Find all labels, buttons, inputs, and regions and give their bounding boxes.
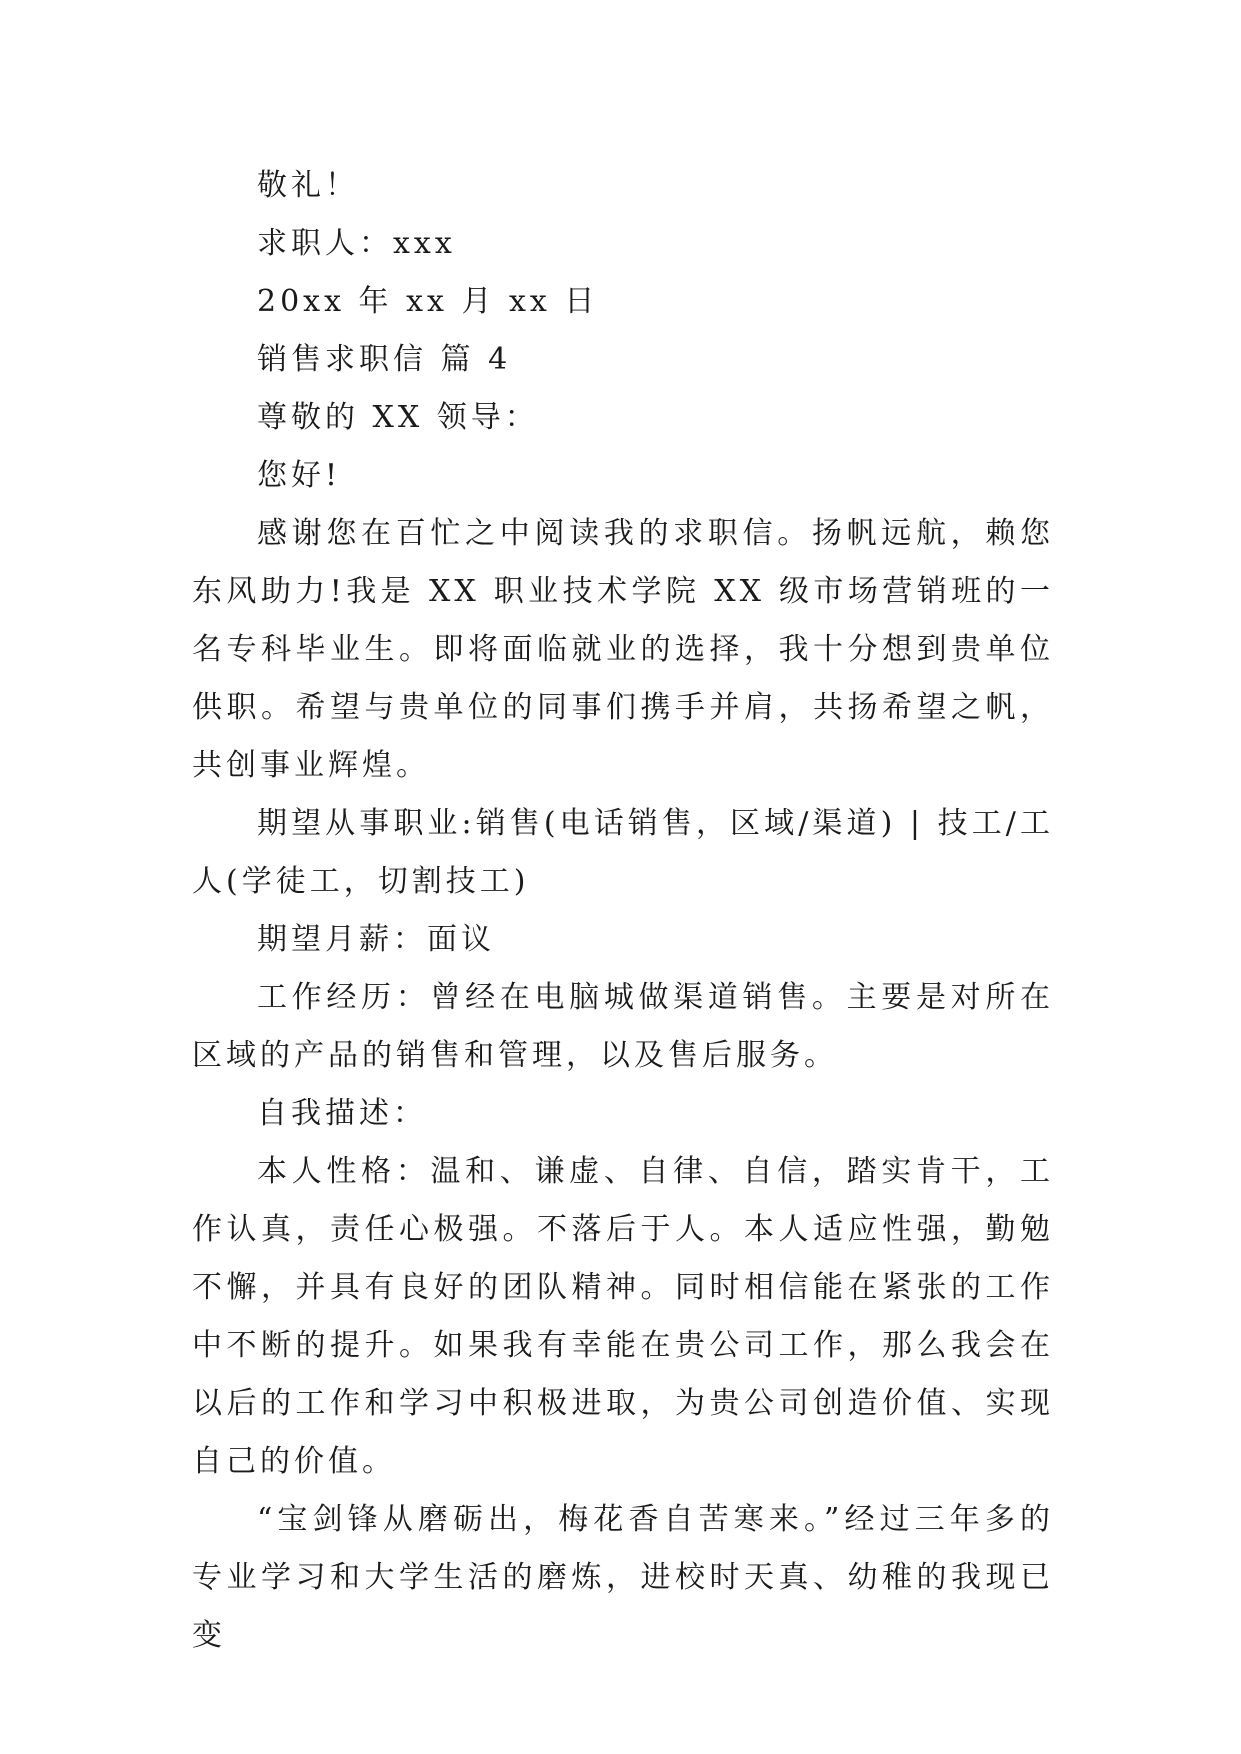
paragraph-experience: 工作经历：曾经在电脑城做渠道销售。主要是对所在区域的产品的销售和管理，以及售后服务。 [192, 980, 1054, 1073]
paragraph-salary: 期望月薪：面议 [257, 922, 495, 957]
applicant-line: 求职人：xxx [257, 226, 456, 261]
paragraph-personality: 本人性格：温和、谦虚、自律、自信，踏实肯干，工作认真，责任心极强。不落后于人。本人适应性强，勤勉不懈，并具有良好的团队精神。同时相信能在紧张的工作中不断的提升。如果我有幸能在贵公司工作，那么我会在以后的工作和学习中积极进取，为贵公司创造价值、实现自己的价值。 [192, 1154, 1054, 1479]
paragraph-self-description-heading: 自我描述： [257, 1096, 427, 1131]
paragraph-desired-job: 期望从事职业:销售(电话销售，区域/渠道) | 技工/工人(学徒工，切割技工) [192, 806, 1054, 899]
paragraph-closing-quote: “宝剑锋从磨砺出，梅花香自苦寒来。”经过三年多的专业学习和大学生活的磨炼，进校时天真、幼稚的我现已变 [192, 1502, 1054, 1653]
closing-line: 敬礼！ [257, 168, 359, 203]
letter-body [192, 157, 1054, 1665]
section-title: 销售求职信 篇 4 [257, 342, 512, 377]
date-line: 20xx 年 xx 月 xx 日 [257, 284, 599, 319]
salutation-line: 尊敬的 XX 领导： [257, 400, 539, 435]
greeting-line: 您好! [257, 458, 342, 493]
paragraph-intro: 感谢您在百忙之中阅读我的求职信。扬帆远航，赖您东风助力!我是 XX 职业技术学院 XX 级市场营销班的一名专科毕业生。即将面临就业的选择，我十分想到贵单位供职。希望与贵单位的同事们携手并肩，共扬希望之帆，共创事业辉煌。 [192, 516, 1054, 783]
